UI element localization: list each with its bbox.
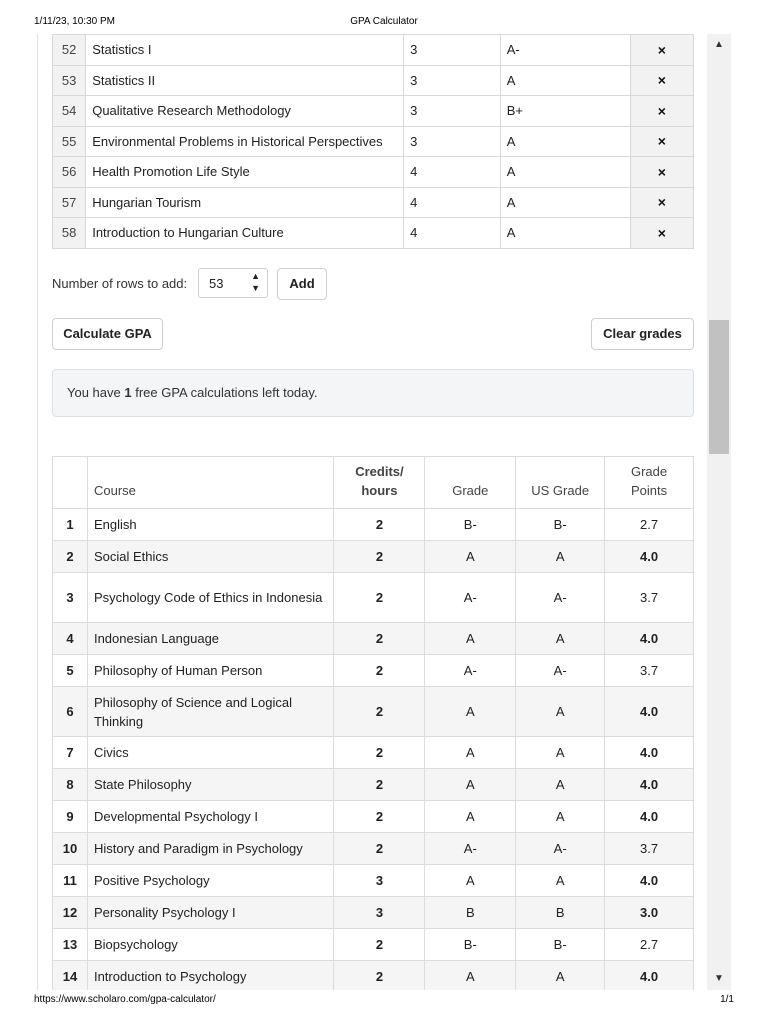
print-page-number: 1/1	[720, 994, 734, 1005]
result-row	[53, 509, 694, 541]
result-course-name: History and Paradigm in Psychology	[87, 833, 334, 865]
result-credits: 2	[334, 687, 425, 737]
result-credits: 2	[334, 929, 425, 961]
result-row-number: 8	[53, 769, 88, 801]
rows-count-value[interactable]: 53	[209, 276, 224, 291]
add-rows-button[interactable]: Add	[277, 268, 327, 300]
result-us-grade: A-	[516, 833, 605, 865]
course-row	[53, 157, 694, 188]
course-name-input[interactable]: Environmental Problems in Historical Perspectives	[86, 126, 404, 157]
result-course-name: State Philosophy	[87, 769, 334, 801]
result-grade-points: 4.0	[605, 541, 694, 573]
result-grade-points: 4.0	[605, 865, 694, 897]
result-grade-points: 4.0	[605, 801, 694, 833]
result-credits: 2	[334, 623, 425, 655]
result-us-grade: A-	[516, 655, 605, 687]
course-grade-input[interactable]: A	[500, 65, 630, 96]
result-credits: 2	[334, 737, 425, 769]
result-row-number: 3	[53, 573, 88, 623]
header-course: Course	[87, 457, 334, 509]
result-course-name: Philosophy of Human Person	[87, 655, 334, 687]
course-name-input[interactable]: Health Promotion Life Style	[86, 157, 404, 188]
stepper-down-icon[interactable]: ▼	[251, 283, 260, 293]
header-number	[53, 457, 88, 509]
result-row	[53, 655, 694, 687]
result-credits: 2	[334, 801, 425, 833]
result-grade: A-	[425, 655, 516, 687]
header-credits	[334, 457, 425, 509]
course-credits-input[interactable]: 4	[404, 157, 501, 188]
result-grade: B-	[425, 929, 516, 961]
delete-row-icon[interactable]: ×	[630, 187, 693, 218]
calculations-left-notice	[52, 369, 694, 417]
course-grade-input[interactable]: A	[500, 187, 630, 218]
result-row-number: 11	[53, 865, 88, 897]
result-course-name: Philosophy of Science and Logical Thinking	[87, 687, 334, 737]
course-input-table	[52, 34, 694, 249]
header-us-grade: US Grade	[516, 457, 605, 509]
course-name-input[interactable]: Statistics II	[86, 65, 404, 96]
result-grade: A	[425, 865, 516, 897]
delete-row-icon[interactable]: ×	[630, 157, 693, 188]
result-row-number: 5	[53, 655, 88, 687]
result-grade-points: 3.7	[605, 655, 694, 687]
header-credits-line2: hours	[361, 483, 398, 498]
result-credits: 2	[334, 573, 425, 623]
print-title: GPA Calculator	[350, 16, 418, 27]
result-row	[53, 737, 694, 769]
result-course-name: Positive Psychology	[87, 865, 334, 897]
result-row	[53, 769, 694, 801]
course-row-number: 54	[53, 96, 86, 127]
result-row	[53, 961, 694, 991]
result-row	[53, 623, 694, 655]
result-us-grade: A	[516, 541, 605, 573]
scroll-down-arrow-icon[interactable]: ▼	[714, 973, 724, 984]
result-us-grade: B-	[516, 929, 605, 961]
result-row-number: 4	[53, 623, 88, 655]
notice-suffix: free GPA calculations left today.	[131, 385, 318, 400]
result-credits: 2	[334, 509, 425, 541]
course-credits-input[interactable]: 3	[404, 35, 501, 66]
result-grade: B-	[425, 509, 516, 541]
course-row-number: 56	[53, 157, 86, 188]
header-points-line1: Grade	[630, 464, 668, 479]
result-row	[53, 833, 694, 865]
rows-count-stepper[interactable]	[198, 268, 268, 298]
course-grade-input[interactable]: B+	[500, 96, 630, 127]
result-grade-points: 2.7	[605, 509, 694, 541]
result-row	[53, 865, 694, 897]
result-grade: A	[425, 801, 516, 833]
result-grade: A	[425, 737, 516, 769]
result-grade-points: 3.0	[605, 897, 694, 929]
course-grade-input[interactable]: A	[500, 126, 630, 157]
delete-row-icon[interactable]: ×	[630, 96, 693, 127]
course-credits-input[interactable]: 3	[404, 65, 501, 96]
result-us-grade: A	[516, 961, 605, 991]
course-credits-input[interactable]: 4	[404, 187, 501, 218]
result-credits: 3	[334, 865, 425, 897]
result-row-number: 13	[53, 929, 88, 961]
result-grade: A	[425, 769, 516, 801]
result-us-grade: A	[516, 769, 605, 801]
header-points-line2: Points	[630, 483, 668, 498]
result-course-name: Introduction to Psychology	[87, 961, 334, 991]
print-header	[0, 16, 768, 30]
result-us-grade: A	[516, 737, 605, 769]
result-course-name: Biopsychology	[87, 929, 334, 961]
result-row	[53, 897, 694, 929]
result-row-number: 9	[53, 801, 88, 833]
result-grade: A	[425, 541, 516, 573]
result-credits: 2	[334, 655, 425, 687]
result-course-name: Social Ethics	[87, 541, 334, 573]
course-row-number: 57	[53, 187, 86, 218]
result-course-name: Civics	[87, 737, 334, 769]
course-name-input[interactable]: Statistics I	[86, 35, 404, 66]
delete-row-icon[interactable]: ×	[630, 35, 693, 66]
course-row-number: 55	[53, 126, 86, 157]
result-course-name: Indonesian Language	[87, 623, 334, 655]
course-row-number: 58	[53, 218, 86, 249]
page-viewport	[37, 34, 708, 990]
header-credits-line1: Credits/	[355, 464, 404, 479]
result-us-grade: B-	[516, 509, 605, 541]
course-row-number: 53	[53, 65, 86, 96]
notice-prefix: You have	[67, 385, 125, 400]
result-grade-points: 4.0	[605, 961, 694, 991]
scrollbar-thumb[interactable]	[709, 320, 729, 454]
result-credits: 3	[334, 897, 425, 929]
result-course-name: Personality Psychology I	[87, 897, 334, 929]
course-credits-input[interactable]: 3	[404, 126, 501, 157]
notice-count: 1	[124, 385, 132, 400]
course-row	[53, 218, 694, 249]
result-course-name: English	[87, 509, 334, 541]
header-grade-points	[605, 457, 694, 509]
result-grade-points: 3.7	[605, 573, 694, 623]
print-datetime: 1/11/23, 10:30 PM	[34, 16, 115, 27]
add-rows-label: Number of rows to add:	[52, 276, 188, 291]
course-name-input[interactable]: Qualitative Research Methodology	[86, 96, 404, 127]
course-grade-input[interactable]: A	[500, 157, 630, 188]
print-url: https://www.scholaro.com/gpa-calculator/	[34, 994, 216, 1005]
course-row	[53, 187, 694, 218]
delete-row-icon[interactable]: ×	[630, 65, 693, 96]
clear-grades-button[interactable]: Clear grades	[591, 318, 694, 350]
print-footer	[0, 994, 768, 1008]
result-us-grade: A	[516, 801, 605, 833]
result-row	[53, 541, 694, 573]
course-row	[53, 126, 694, 157]
gpa-calculator	[52, 34, 694, 984]
result-row-number: 12	[53, 897, 88, 929]
result-row-number: 14	[53, 961, 88, 991]
delete-row-icon[interactable]: ×	[630, 218, 693, 249]
vertical-scrollbar[interactable]	[707, 34, 731, 990]
course-row-number: 52	[53, 35, 86, 66]
result-grade: A	[425, 961, 516, 991]
result-grade: A-	[425, 833, 516, 865]
result-row-number: 10	[53, 833, 88, 865]
course-grade-input[interactable]: A-	[500, 35, 630, 66]
result-grade-points: 3.7	[605, 833, 694, 865]
result-grade-points: 4.0	[605, 623, 694, 655]
gpa-results-table	[52, 456, 694, 990]
course-credits-input[interactable]: 3	[404, 96, 501, 127]
delete-row-icon[interactable]: ×	[630, 126, 693, 157]
result-row-number: 6	[53, 687, 88, 737]
stepper-up-icon[interactable]: ▲	[251, 271, 260, 281]
result-grade: A	[425, 623, 516, 655]
result-grade: B	[425, 897, 516, 929]
result-credits: 2	[334, 769, 425, 801]
result-credits: 2	[334, 961, 425, 991]
course-row	[53, 96, 694, 127]
result-row-number: 1	[53, 509, 88, 541]
result-grade-points: 4.0	[605, 687, 694, 737]
calculate-gpa-button[interactable]: Calculate GPA	[52, 318, 163, 350]
results-header-row	[53, 457, 694, 509]
course-row	[53, 65, 694, 96]
result-us-grade: A	[516, 623, 605, 655]
result-course-name: Developmental Psychology I	[87, 801, 334, 833]
result-grade-points: 2.7	[605, 929, 694, 961]
result-row-number: 7	[53, 737, 88, 769]
course-name-input[interactable]: Introduction to Hungarian Culture	[86, 218, 404, 249]
result-row	[53, 573, 694, 623]
result-row	[53, 929, 694, 961]
result-grade: A-	[425, 573, 516, 623]
scroll-up-arrow-icon[interactable]: ▲	[714, 39, 724, 50]
result-grade-points: 4.0	[605, 737, 694, 769]
course-row	[53, 35, 694, 66]
course-name-input[interactable]: Hungarian Tourism	[86, 187, 404, 218]
add-rows-control	[52, 268, 694, 300]
result-row	[53, 801, 694, 833]
result-grade: A	[425, 687, 516, 737]
result-row-number: 2	[53, 541, 88, 573]
result-us-grade: A	[516, 687, 605, 737]
result-us-grade: A	[516, 865, 605, 897]
result-credits: 2	[334, 833, 425, 865]
result-grade-points: 4.0	[605, 769, 694, 801]
course-credits-input[interactable]: 4	[404, 218, 501, 249]
course-grade-input[interactable]: A	[500, 218, 630, 249]
result-row	[53, 687, 694, 737]
result-course-name: Psychology Code of Ethics in Indonesia	[87, 573, 334, 623]
header-grade: Grade	[425, 457, 516, 509]
result-us-grade: A-	[516, 573, 605, 623]
result-credits: 2	[334, 541, 425, 573]
result-us-grade: B	[516, 897, 605, 929]
